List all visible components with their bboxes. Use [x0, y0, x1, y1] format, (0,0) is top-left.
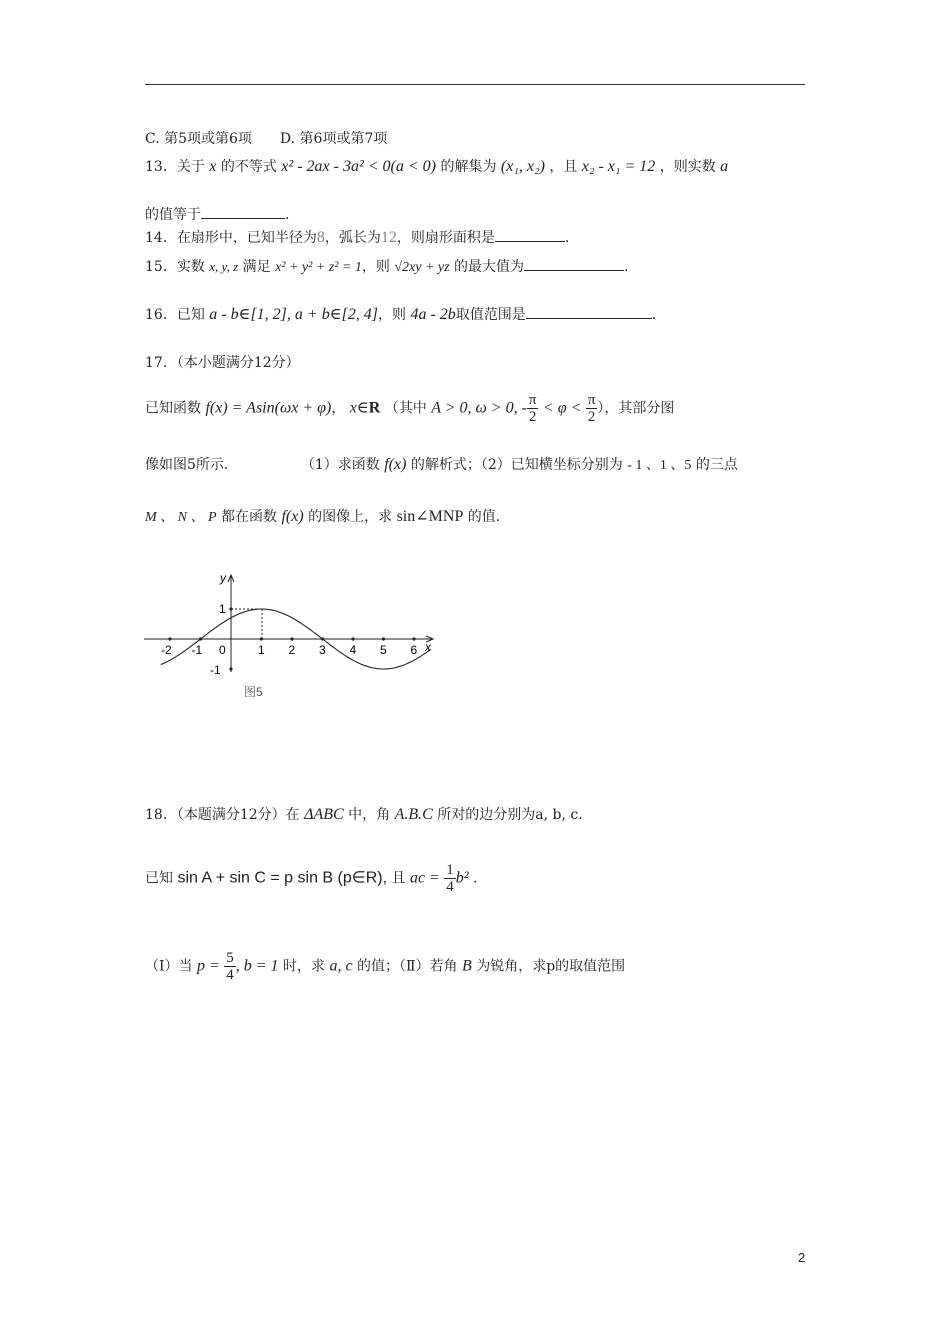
question-13-line-2: 的值等于 . [145, 204, 289, 224]
page-number: 2 [798, 1250, 806, 1265]
answer-blank-16 [526, 304, 652, 319]
y-tick-label-1: 1 [219, 602, 226, 616]
options-cd: C. 第5项或第6项 D. 第6项或第7项 [145, 131, 388, 147]
x-tick-mark [321, 637, 324, 640]
question-18-line-2: 已知 sin A + sin C = p sin B (p∈R), 且 ac = $\frac{1}{4}$ b² . [145, 862, 478, 895]
y-tick-mark-1 [229, 607, 232, 610]
question-17-line-2: 像如图5所示． （1）求函数 f(x) 的解析式；（2）已知横坐标分别为 - 1 、1 、5 的三点 [145, 456, 738, 473]
x-axis-label: x [425, 640, 431, 654]
x-tick-label: 4 [349, 643, 357, 657]
x-tick-mark [290, 637, 293, 640]
figure-caption: 图5 [244, 685, 263, 699]
question-18-line-1: 18．（本题满分12分）在 ΔABC 中，角 A.B.C 所对的边分别为a, b, c． [145, 806, 593, 823]
x-tick-label: -2 [161, 643, 172, 657]
x-tick-mark [168, 637, 171, 640]
q13-interval: (x₁, x₂) [500, 158, 545, 175]
q16-condition: a - b∈[1, 2], a + b∈[2, 4] [209, 306, 378, 323]
answer-blank-13 [201, 204, 285, 219]
y-tick-mark-neg1 [229, 667, 232, 670]
q17-function: f(x) = Asin(ωx + φ) [205, 399, 332, 417]
fraction-one-quarter: $\frac{1}{4}$ [446, 862, 454, 895]
question-17-line-1: 已知函数 f(x) = Asin(ωx + φ)， x∈R （其中 A > 0, ω > 0, - $\frac{\pi}{2}$ < φ < $\frac{\pi}{2}$ ），其部分图 [145, 392, 675, 425]
question-15: 15．实数 x, y, z 满足 x² + y² + z² = 1，则 √2xy + yz 的最大值为 . [145, 256, 628, 276]
q18-equation-1: sin A + sin C = p sin B (p∈R), [177, 869, 388, 887]
x-tick-label: -1 [191, 643, 203, 657]
answer-blank-14 [495, 227, 565, 242]
question-16: 16．已知 a - b∈[1, 2], a + b∈[2, 4]，则 4a - 2b取值范围是 . [145, 306, 657, 323]
x-tick-label: 3 [319, 643, 326, 657]
q16-expression: 4a - 2b [410, 306, 456, 323]
q13-condition: x₂ - x₁ = 12 [581, 158, 656, 175]
question-13-line-1: 13．关于 x 的不等式 x² - 2ax - 3a² < 0(a < 0) 的解集为 (x₁, x₂) ，且 x₂ - x₁ = 12 ，则实数 a [145, 158, 729, 175]
question-17-header: 17．（本小题满分12分） [145, 355, 300, 371]
x-tick-mark [199, 637, 202, 640]
question-17-line-3: M 、 N 、 P 都在函数 f(x) 的图像上，求 sin∠MNP 的值． [145, 508, 510, 525]
x-tick-label: 1 [258, 643, 265, 657]
x-tick-mark [412, 637, 415, 640]
x-tick-label: 2 [288, 643, 296, 657]
question-18-line-3: （Ⅰ）当 p = $\frac{5}{4}$ , b = 1 时，求 a, c 的值；（Ⅱ）若角 B 为锐角，求p的取值范围 [145, 950, 626, 983]
fraction-five-quarters: $\frac{5}{4}$ [226, 950, 234, 983]
y-tick-label-neg1: -1 [210, 663, 221, 677]
origin-label: 0 [219, 643, 226, 657]
pi-over-2-left: $\frac{\pi}{2}$ [528, 392, 537, 425]
header-rule [145, 84, 805, 85]
x-tick-label: 6 [410, 643, 418, 657]
figure-5-graph [140, 568, 440, 708]
pi-over-2-right: $\frac{\pi}{2}$ [587, 392, 596, 425]
y-axis-label: y [220, 571, 226, 585]
x-tick-mark [260, 637, 263, 640]
answer-blank-15 [524, 256, 624, 271]
x-tick-label: 5 [380, 643, 387, 657]
x-tick-mark [351, 637, 354, 640]
x-tick-mark [382, 637, 385, 640]
question-14: 14．在扇形中，已知半径为8，弧长为12，则扇形面积是 . [145, 229, 570, 246]
q13-inequality: x² - 2ax - 3a² < 0(a < 0) [281, 158, 436, 175]
